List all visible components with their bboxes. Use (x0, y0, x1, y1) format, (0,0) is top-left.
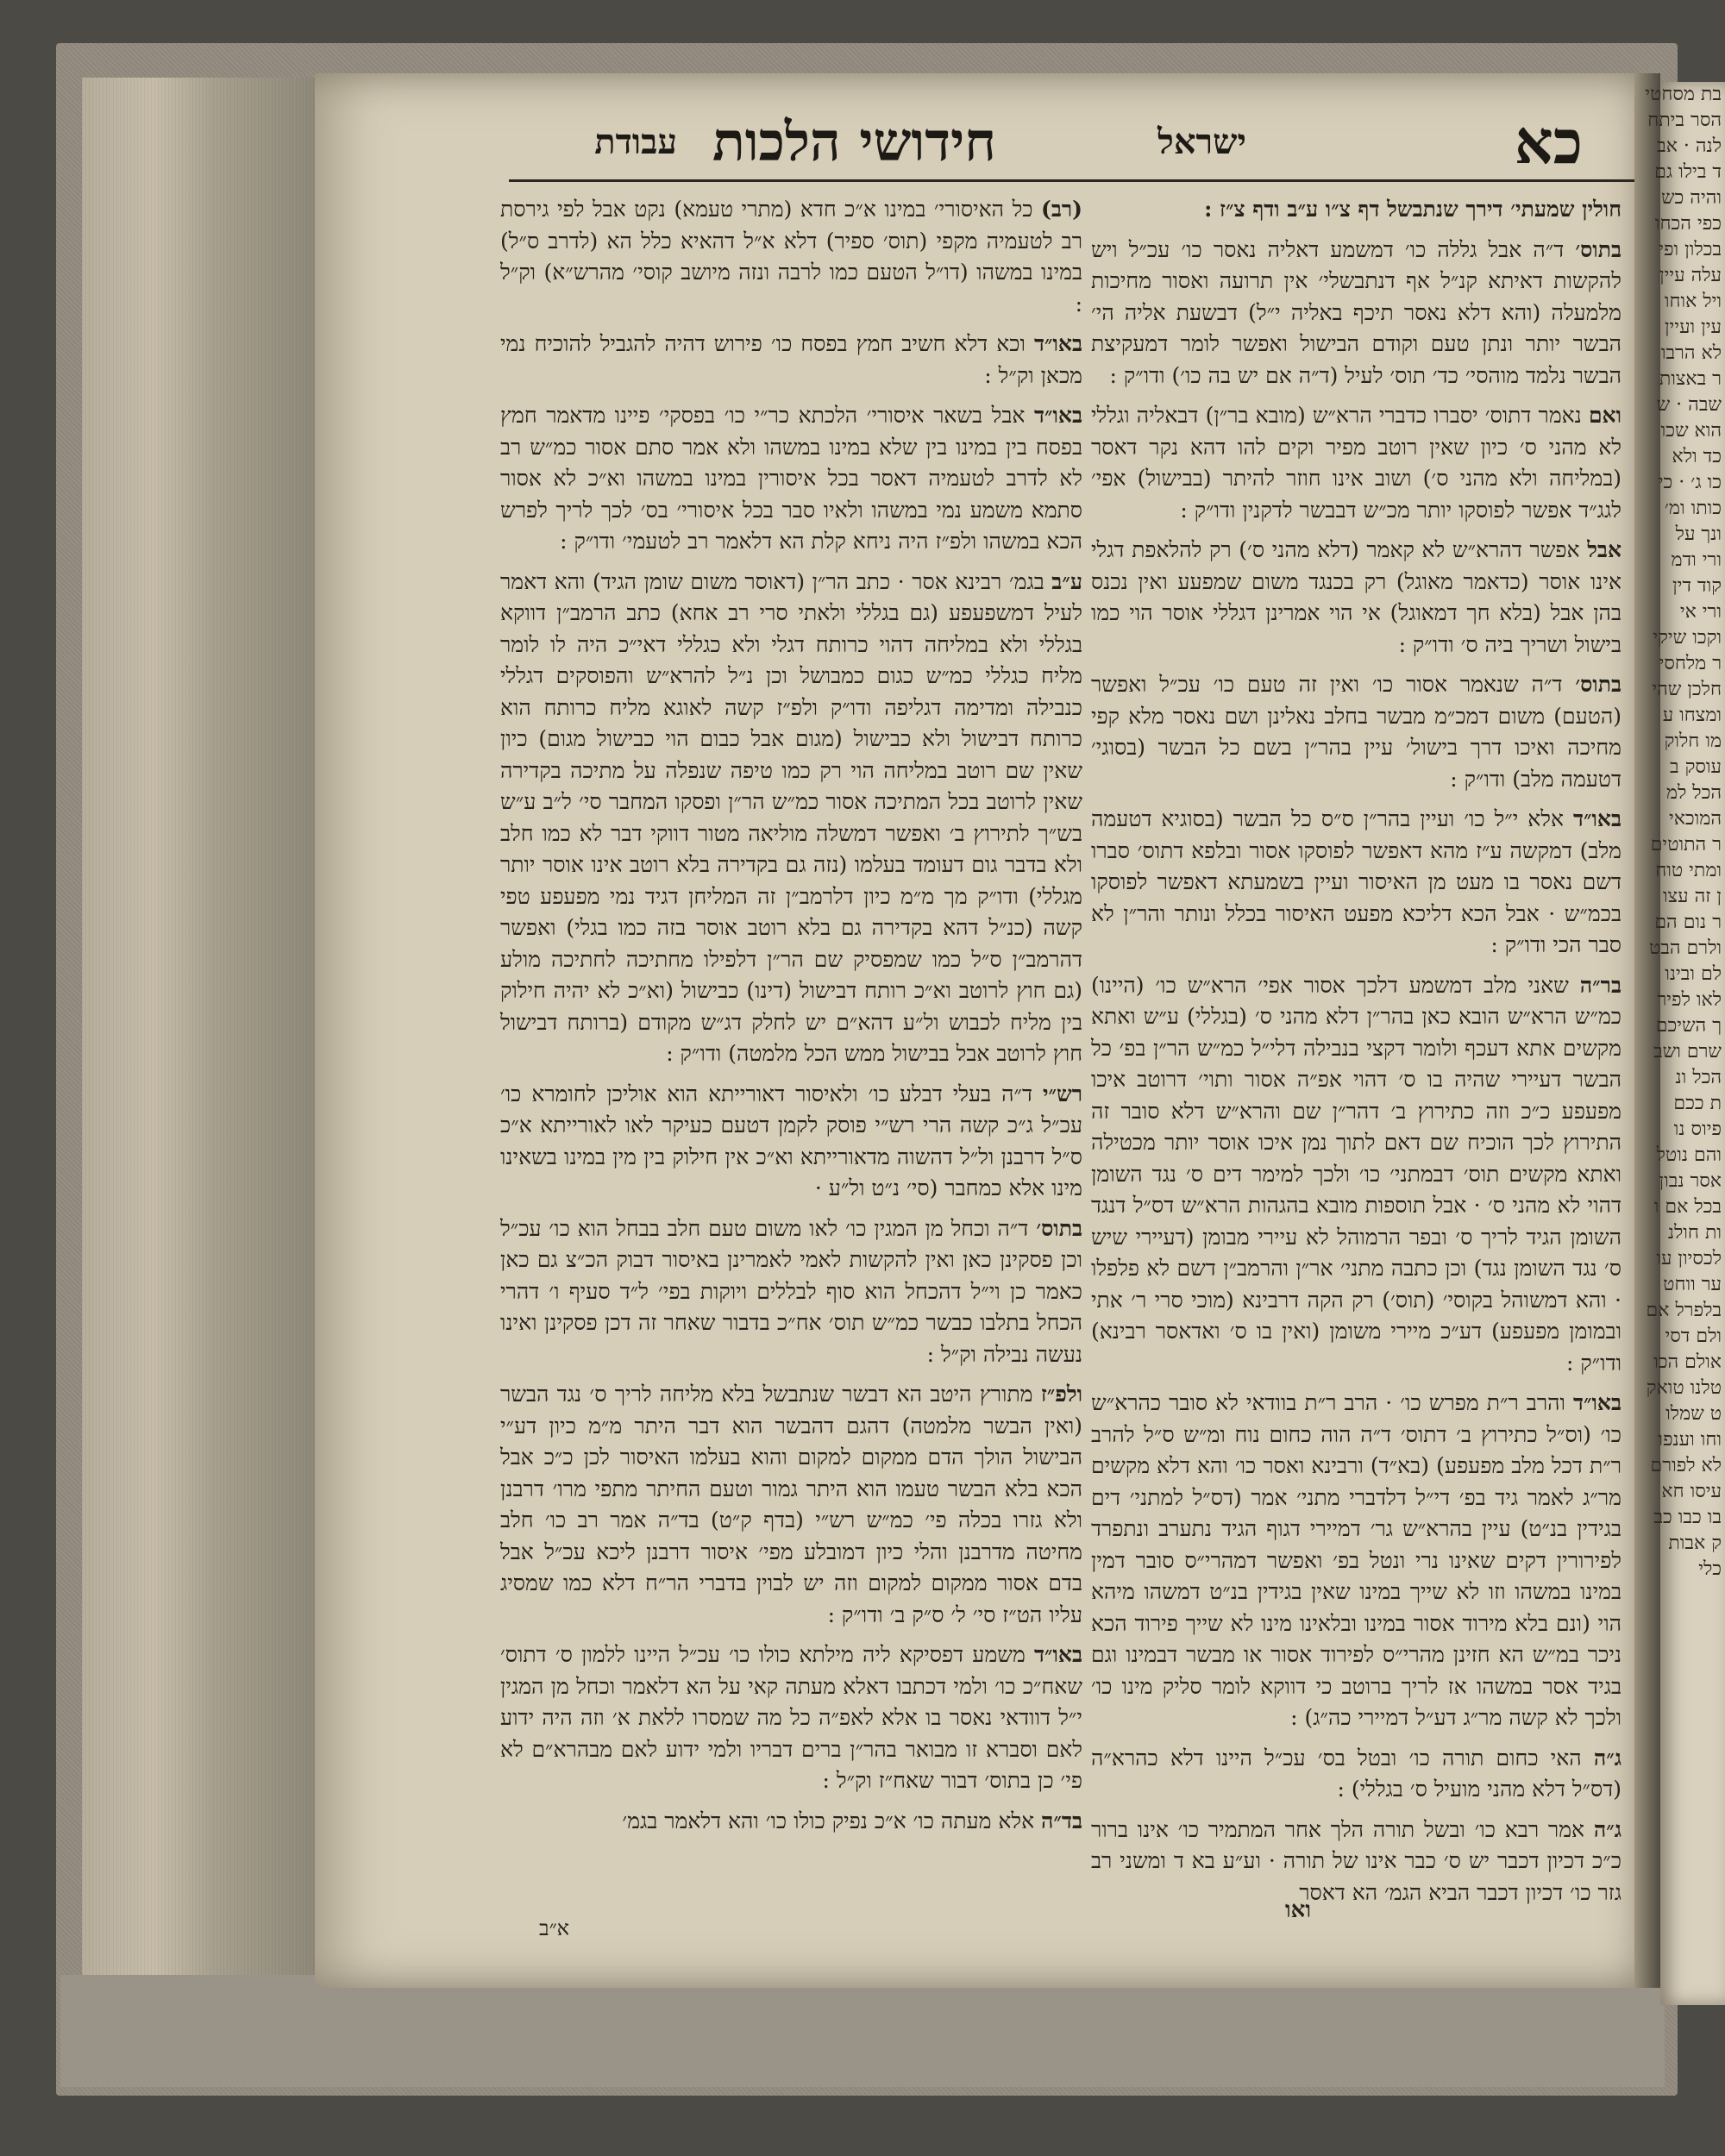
text-paragraph (500, 1213, 1082, 1371)
paragraph-lead-word: אבל (1587, 537, 1622, 562)
paragraph-text: אלא מעתה כו׳ א״כ נפיק כולו כו׳ והא דלאמר בגמ׳ (622, 1808, 1042, 1833)
facing-page-line: ולרם הבט (1649, 937, 1722, 959)
facing-page-line: הכל ונ (1675, 1067, 1722, 1088)
paragraph-lead-word: בר״ה (1579, 972, 1622, 998)
facing-page-line: עלה עיין (1659, 265, 1722, 286)
facing-page-line: הכל למ (1665, 782, 1722, 804)
paragraph-lead-word: ואם (1588, 403, 1622, 428)
paragraph-text: משמע דפסיקא ליה מילתא כולו כו׳ עכ״ל היינו ללמון ס׳ דתוס׳ שאח״כ כו׳ ולמי דכתבו דאלא מעתה קאי על הא דלאמר וכחל מן המגין י״ל דוודאי נאסר בו אלא לאפ״ה כל מה שמסרו ללאת א׳ וזה היה ידוע לאם וסברא זו מבואר בהר״ן ברים דבריו ולמי ידוע לאם מבהרא״ם לא פי׳ כן בתוס׳ דבור שאח״ז וק״ל : (500, 1642, 1082, 1793)
text-column-right (1091, 194, 1622, 1927)
facing-page-fragment (1645, 82, 1725, 2005)
paragraph-text: כל האיסורי׳ במינו א״כ חדא (מתרי טעמא) נקט אבל לפי גירסת רב לטעמיה מקפי (תוס׳ ספיר) דלא א״ל דהאיא כלל הא (לדרב ס״ל) במינו במשהו (דו״ל הטעם כמו לרבה ונזה מיושב קוסי׳ מהרש״א) וק״ל : (500, 197, 1082, 317)
facing-page-line: והם נוטל (1656, 1144, 1722, 1166)
facing-page-line: ולם דסי (1665, 1326, 1722, 1347)
facing-page-line: אולם הכו (1653, 1351, 1722, 1373)
facing-page-line: כותו ומ׳ (1664, 498, 1722, 519)
facing-page-line: כפי הכחו (1654, 213, 1722, 235)
paragraph-lead-word: בתוס׳ (1575, 672, 1622, 697)
header-word-israel: ישראל (1157, 122, 1246, 162)
paragraph-lead-word: ג״ה (1593, 1816, 1622, 1842)
facing-page-line: ר נום הם (1654, 912, 1722, 933)
text-paragraph (1091, 1388, 1622, 1734)
paragraph-lead-word: (רב) (1041, 197, 1082, 222)
facing-page-line: טלנו טואק (1646, 1377, 1722, 1399)
text-paragraph (500, 567, 1082, 1070)
paragraph-text: אלא י״ל כו׳ ועיין בהר״ן ס״ס כל הבשר (בסוגיא דטעמה מלב) דמקשה ע״ז מהא דאפשר לפוסקו אסור ובלפא דתוס׳ סברו דשם נאסר בו מעט מן האיסור ועיין בשמעתא דאפשר לפוסקו בכמ״ש · אבל הכא דליכא מפעט האיסור בכלל ונותר והר״ן לא סבר הכי ודו״ק : (1091, 806, 1622, 957)
facing-page-line: כלי (1698, 1558, 1722, 1580)
paragraph-text: אפשר דהרא״ש לא קאמר (דלא מהני ס׳) רק להלאפת דגלי אינו אוסר (כדאמר מאוגל) רק בכנגד משום שמפעע ואין נכנס בהן אבל (בלא חך דמאוגל) אי הוי אמרינן דגללי אוסר הוי כמו בישול ושריך ביה ס׳ ודו״ק : (1091, 537, 1622, 657)
paragraph-text: מתורץ היטב הא דבשר שנתבשל בלא מליחה לריך ס׳ נגד הבשר (ואין הבשר מלמטה) דהגם דהבשר הוא דבר היתר מ״מ כיון דע״י הבישול הולך הדם ממקום למקום והוא בעלמו האיסור לכן כ״כ אבל הכא בלא הבשר טעמו הוא היתר גמור וטעם החיתר מתפי מרו׳ דרבנן ולא גזרו בכלה פי׳ כמ״ש רש״י (בדף ק״ט) בד״ה אמר רב כו׳ חלב מחיטה מדרבנן והלי כיון דמובלע מפי׳ איסור דרבנן ליכא עכ״ל אבל בדם אסור ממקום למקום וזה יש לבוין בדברי הר״ח דלא כמו שמסיג עליו הט״ז סי׳ ל׳ ס״ק ב׳ ודו״ק : (500, 1382, 1082, 1627)
facing-page-line: ורי אי (1679, 601, 1722, 623)
paragraph-text: ד״ה שנאמר אסור כו׳ ואין זה טעם כו׳ עכ״ל ואפשר (הטעם) משום דמכ״מ מבשר בחלב נאלינן ושם נאסר מלא קפי מחיכה ואיכו דרך בישול׳ עיין בהר״ן בשם כל הבשר (בסוגי׳ דטעמה מלב) ודו״ק : (1091, 672, 1622, 792)
catchword: ואו (1285, 1897, 1311, 1923)
paragraph-text: שאני מלב דמשמע דלכך אסור אפי׳ הרא״ש כו׳ (היינו) כמ״ש הרא״ש הובא כאן בהר״ן דלא מהני ס׳ (בגללי) ע״ש ואתא מקשים אתא דעכף ולומר דקצי בנבילה דלי״ל כמ״ש הר״ן בפ׳ כל הבשר דעיירי שהיה בו ס׳ דהוי אפ״ה אסור ותוי׳ דרוטב איכו מפעפע כ״כ וזה כתירוץ ב׳ דהר״ן שם והרא״ש דלא סובר זה התירוץ לכך הוכיח שם דאם לתוך נמן איכו אוסר יותר מכטילה ואתא מקשים תוס׳ דבמתני׳ כו׳ ולכך למימר דים ס׳ נגד השומן דהוי לא מהני ס׳ · אבל תוספות מובא בהגהות הרא״ש דס״ל דנגד השומן הגיד לריך ס׳ ובפר הרמוהל לא עיירי מבומן (דעיירי שיש ס׳ נגד השומן נגד) וכן כתבה מתני׳ אר״ן והרמב״ן דשם לא פלפלו · והא דמשוהל בקוסי׳ (תוס׳) רק הקה דרבינא (מוכי סרי ר׳ אתי ובמומן מפעפע) דע״כ מיירי משומן (ואין בו ס׳ ואדאסר רבינא) ודו״ק : (1091, 972, 1622, 1376)
text-paragraph (1091, 535, 1622, 661)
header-word-avodat: עבודת (594, 122, 677, 162)
facing-page-line: עיסו חא (1661, 1481, 1722, 1502)
facing-page-line: ט שמלו (1665, 1403, 1722, 1425)
facing-page-line: ר התוטים (1650, 834, 1722, 856)
facing-page-line: בלפרל אם (1646, 1300, 1722, 1321)
facing-page-line: ומתי טוח (1655, 860, 1722, 881)
facing-page-line: ורי ודמ (1671, 549, 1722, 571)
facing-page-line: קוד דין (1672, 575, 1722, 597)
paragraph-lead-word: ג״ה (1593, 1745, 1622, 1771)
paragraph-text: נאמר דתוס׳ יסברו כדברי הרא״ש (מובא בר״ן) דבאליה וגללי לא מהני ס׳ כיון שאין רוטב מפיר וקים להו דהא נקר דאסר (במליחה ולא מהני ס׳) ושוב אינו חוזר להיתר (בבישול) אפי׳ לגג״ד אפשר לפוסקו יותר מכ״ש דבבשר לדקנין ודו״ק : (1091, 403, 1622, 523)
facing-page-line: בכל אם ו (1653, 1196, 1722, 1218)
paragraph-text: אמר רבא כו׳ ובשל תורה הלך אחר המתמיר כו׳ אינו ברור כ״כ דכיון דכבר יש ס׳ כבר אינו של תורה · וע״ע בא ד ומשני רב גזר כו׳ דכיון דכבר הביא הגמ׳ הא דאסר (1091, 1816, 1622, 1905)
paragraph-lead-word: באו״ד (1572, 1390, 1622, 1415)
paragraph-text: וכא דלא חשיב חמץ בפסח כו׳ פירוש דהיה להגביל להוכיח נמי מכאן וק״ל : (500, 331, 1082, 388)
facing-page-line: ומצחו ע (1662, 705, 1722, 726)
facing-page-line: אסר נבון (1659, 1170, 1722, 1192)
facing-page-line: וקכו שיקי (1653, 627, 1722, 649)
facing-page-line: והיה כש (1660, 187, 1722, 209)
text-paragraph (1091, 970, 1622, 1380)
facing-page-line: לכסיון עו (1656, 1248, 1722, 1269)
signature-mark: א״ב (539, 1916, 570, 1940)
text-paragraph (1091, 1743, 1622, 1806)
text-paragraph (500, 1639, 1082, 1797)
paragraph-text: בגמ׳ רבינא אסר · כתב הר״ן (דאוסר משום שומן הגיד) והא דאמר לעיל דמשפעפע (גם בגללי ולאתי סרי רב אחא) כתב הרמב״ן דווקא בגללי ולא במליחה דהוי כרותח דגלי ולא כגללי דאי״כ היה לו לומר מליח כגללי כמ״ש כגום כמבושל וכן נ״ל להרא״ש והפוסקים דגללי כנבילה ומדימה דגליפה ודו״ק ולפ״ז קשה לאוגא מליח כרותח הוא כרותח דבישול ולא כבישול (מגום אבל כבום הוי כבישול מגום) כיון שאין שם רוטב במליחה הוי רק כמו טיפה שנפלה על מתיכה בקדירה שאין לרוטב בכל המתיכה אסור כמ״ש הר״ן ופסקו המחבר סי׳ ל״ב ע״ש בש״ך לתירוץ ב׳ ואפשר דמשלה מוליאה מטור דווקי דבר לא כמו חלב ולא בדבר גום דעומד בעלמו (נזה גם בקדירה בלא רוטב אינו אוסר יותר מגללי) ודו״ק מך מ״מ כיון דלרמב״ן זה המליחן דגיד נמי מפעפע טפי קשה (כנ״ל דהא בקדירה גם בלא רוטב אוסר בזה כמו בגלי) ואפשר דהרמב״ן ס״ל כמו שמפסיק שם הר״ן דלפילו מחתיכה לחתיכה מולע (גם חוץ לרוטב וא״כ רותח דבישול (דינו) כבישול (וא״כ לא יהיה חילוק בין מליח לכבוש ול״ע דהא״ם יש לחלק דג״ש מקודם (ברותח דבישול חוץ לרוטב אבל בבישול ממש הכל מלמטה) ודו״ק : (500, 568, 1082, 1066)
facing-page-line: בכלון ופי (1659, 239, 1722, 260)
paragraph-lead-word: ולפ״ז (1040, 1382, 1082, 1407)
paragraph-lead-word: בד״ה (1041, 1808, 1082, 1833)
facing-page-line: לא לפורם (1650, 1455, 1722, 1476)
facing-page-line: כד ולא (1672, 446, 1722, 467)
facing-page-line: ות חולנ (1667, 1222, 1722, 1244)
running-header (341, 108, 1617, 177)
text-paragraph (500, 1379, 1082, 1631)
paragraph-lead-word: ע״ב (1051, 568, 1082, 594)
facing-page-line: ר מלחסי (1659, 653, 1722, 674)
paragraph-lead-word: באו״ד (1033, 331, 1082, 356)
header-rule (509, 179, 1634, 182)
text-paragraph (1091, 1814, 1622, 1909)
facing-page-line: ויל אוחו (1664, 291, 1722, 312)
text-paragraph (1091, 194, 1622, 226)
facing-page-line: פיוס נו (1673, 1119, 1722, 1140)
paragraph-text: האי כחום תורה כו׳ ובטל בס׳ עכ״ל היינו דלא כהרא״ה (דס״ל דלא מהני מועיל ס׳ בגללי) : (1091, 1745, 1622, 1802)
text-paragraph (500, 194, 1082, 320)
facing-page-line: ד בילו גם (1654, 161, 1722, 183)
facing-page-line: בו כבו כב (1653, 1507, 1722, 1528)
text-paragraph (1091, 400, 1622, 526)
paragraph-lead-word: בתוס׳ (1575, 236, 1622, 262)
facing-page-line: מו חלוק (1664, 730, 1722, 752)
paragraph-text: אבל בשאר איסורי׳ הלכתא כר״י כו׳ בפסקי׳ פיינו מדאמר חמץ בפסח בין במינו בין שלא במינו במשהו ולא אמר סתם אסור כמ״ש רב לא לדרב לטעמיה דאסר בכל איסורין במינו במשהו וא״כ לא אסור סתמא משמע נמי במשהו ולאיו סבר בכל איסורי׳ בס׳ לכך לריך לפרש הכא במשהו ולפ״ז היה ניחא קלת הא דלאמר רב לטעמי׳ ודו״ק : (500, 403, 1082, 554)
facing-page-line: לנה · אב (1657, 135, 1722, 157)
facing-page-line: ק אבות (1668, 1532, 1722, 1554)
paragraph-lead-word: באו״ד (1033, 1642, 1082, 1667)
facing-page-line: וחו וענפו (1658, 1429, 1722, 1451)
paragraph-lead-word: רש״י (1042, 1081, 1082, 1106)
page-number: כא (1514, 106, 1583, 178)
facing-page-line: לם ובינו (1665, 963, 1722, 985)
facing-page-line: הוא שכו (1660, 420, 1722, 442)
paragraph-text: והרב ר״ת מפרש כו׳ · הרב ר״ת בוודאי לא סובר כהרא״ש כו׳ (וס״ל כתירוץ ב׳ דתוס׳ ד״ה הוה כחום נוח ומ״ש ס״ל להרב ר״ת דכל מלב מפעפע) (בא״ד) ורבינא ואסר כו׳ והא דלא מקשים מר״ג לאמר גיד בפ׳ די״ל דלדברי מתני׳ אמר (דס״ל למתני׳ דים בגידין בנ״ט) עיין בהרא״ש גר׳ דמיירי דגוף הגיד נתערב ונתפרד לפירורין דקים שאינו נרי ונטל בפ׳ ואפשר דמהרי״ס סובר דמין במינו במשהו וזו לא שייך במינו שאין בגידין בנ״ט דמשהו מיהא הוי (ונם בלא מירוד אסור במינו ובלאינו מינו לא שייך פירוד הכא ניכר במ״ש הא חזינן מהרי״ס לפירוד אסור או מבשר דבמינו וגם בגיד אסר במשהו אז לריך ברוטב כי דווקא לומר סליק מינו כו׳ ולכך לא קשה מר״ג דע״ל דמיירי כה״ג) : (1091, 1390, 1622, 1730)
text-column-left (500, 194, 1082, 1927)
text-paragraph (1091, 235, 1622, 392)
text-paragraph (500, 1079, 1082, 1205)
facing-page-line: ונך על (1675, 523, 1722, 545)
facing-page-line: לאו לפיר (1657, 989, 1722, 1011)
facing-page-line: בת מסחטי (1645, 84, 1722, 105)
paragraph-lead-word: באו״ד (1033, 403, 1082, 428)
page-edges-stack (82, 78, 323, 1975)
facing-page-line: שבה · ש (1656, 394, 1722, 416)
facing-page-line: ר באצות (1659, 368, 1722, 390)
paragraph-text: ד״ה אבל גללה כו׳ דמשמע דאליה נאסר כו׳ עכ״ל ויש להקשות דאיתא קנ״ל אף דנתבשלי׳ אין תרועה ואסור מחיכות מלמעלה (והא דלא נאסר תיכף באליה י״ל) דבשעת אליה הי׳ הבשר יותר ונתן טעם וקודם הבישול ואפשר לומר דמעקיצת הבשר נלמד מוהסי׳ כד׳ תוס׳ לעיל (ד״ה אם יש בה כו׳) ודו״ק : (1091, 236, 1622, 388)
facing-page-line: ך השיכם (1655, 1015, 1722, 1037)
facing-page-line: הסר ביתח (1647, 110, 1722, 131)
facing-page-line: עוסק ב (1670, 756, 1722, 778)
facing-page-line: ן זה עצו (1663, 886, 1722, 907)
facing-page-line: לא הרבו (1660, 342, 1722, 364)
paragraph-lead-word: באו״ד (1572, 806, 1622, 831)
facing-page-line: חלכן שהי (1652, 679, 1722, 700)
text-paragraph (500, 1806, 1082, 1838)
book-title: חידושי הלכות (712, 110, 996, 173)
paragraph-text: ד״ה בעלי דבלע כו׳ ולאיסור דאורייתא הוא אוליכן לחומרא כו׳ עכ״ל ג״כ קשה הרי רש״י פוסק לקמן דטעם כעיקר לאו לאורייתא א״כ ס״ל דרבנן ול״ל דהשוה מדאורייתא וא״כ אין חילוק בין מין במינו בשאינו מינו אלא כמחבר (סי׳ נ״ט ול״ע · (500, 1081, 1082, 1200)
book-cover-edge (60, 1975, 1665, 2087)
facing-page-line: ער ווחט (1663, 1274, 1722, 1295)
facing-page-line: המוכאי (1668, 808, 1722, 830)
facing-page-line: כו ג׳ · כי (1658, 472, 1722, 493)
text-paragraph (500, 400, 1082, 558)
facing-page-line: עין ועיין (1664, 317, 1722, 338)
text-paragraph (500, 329, 1082, 392)
facing-page-line: ת ככם (1673, 1093, 1722, 1114)
facing-page-line: שרם ושב (1653, 1041, 1722, 1062)
text-paragraph (1091, 804, 1622, 962)
text-paragraph (1091, 669, 1622, 795)
paragraph-text: ד״ה וכחל מן המגין כו׳ לאו משום טעם חלב בבחל הוא כו׳ עכ״ל וכן פסקינן כאן ואין להקשות לאמי לאמרינן באיסור דבוק הכ״צ גם כאן כאמר כן וי״ל דהכחל הוא סוף לבללים ויוקות בפי׳ ל״ד סעיף ו׳ דהרי הכחל בתלבו כבשר כמ״ש תוס׳ אח״כ בדבור שאחר זה דכן פסקינן ואינו נעשה נבילה וק״ל : (500, 1215, 1082, 1367)
paragraph-lead-word: בתוס׳ (1036, 1215, 1082, 1241)
paragraph-lead-word: חולין שמעתי׳ דירך שנתבשל דף צ״ו ע״ב ודף צ״ז : (1204, 197, 1622, 222)
